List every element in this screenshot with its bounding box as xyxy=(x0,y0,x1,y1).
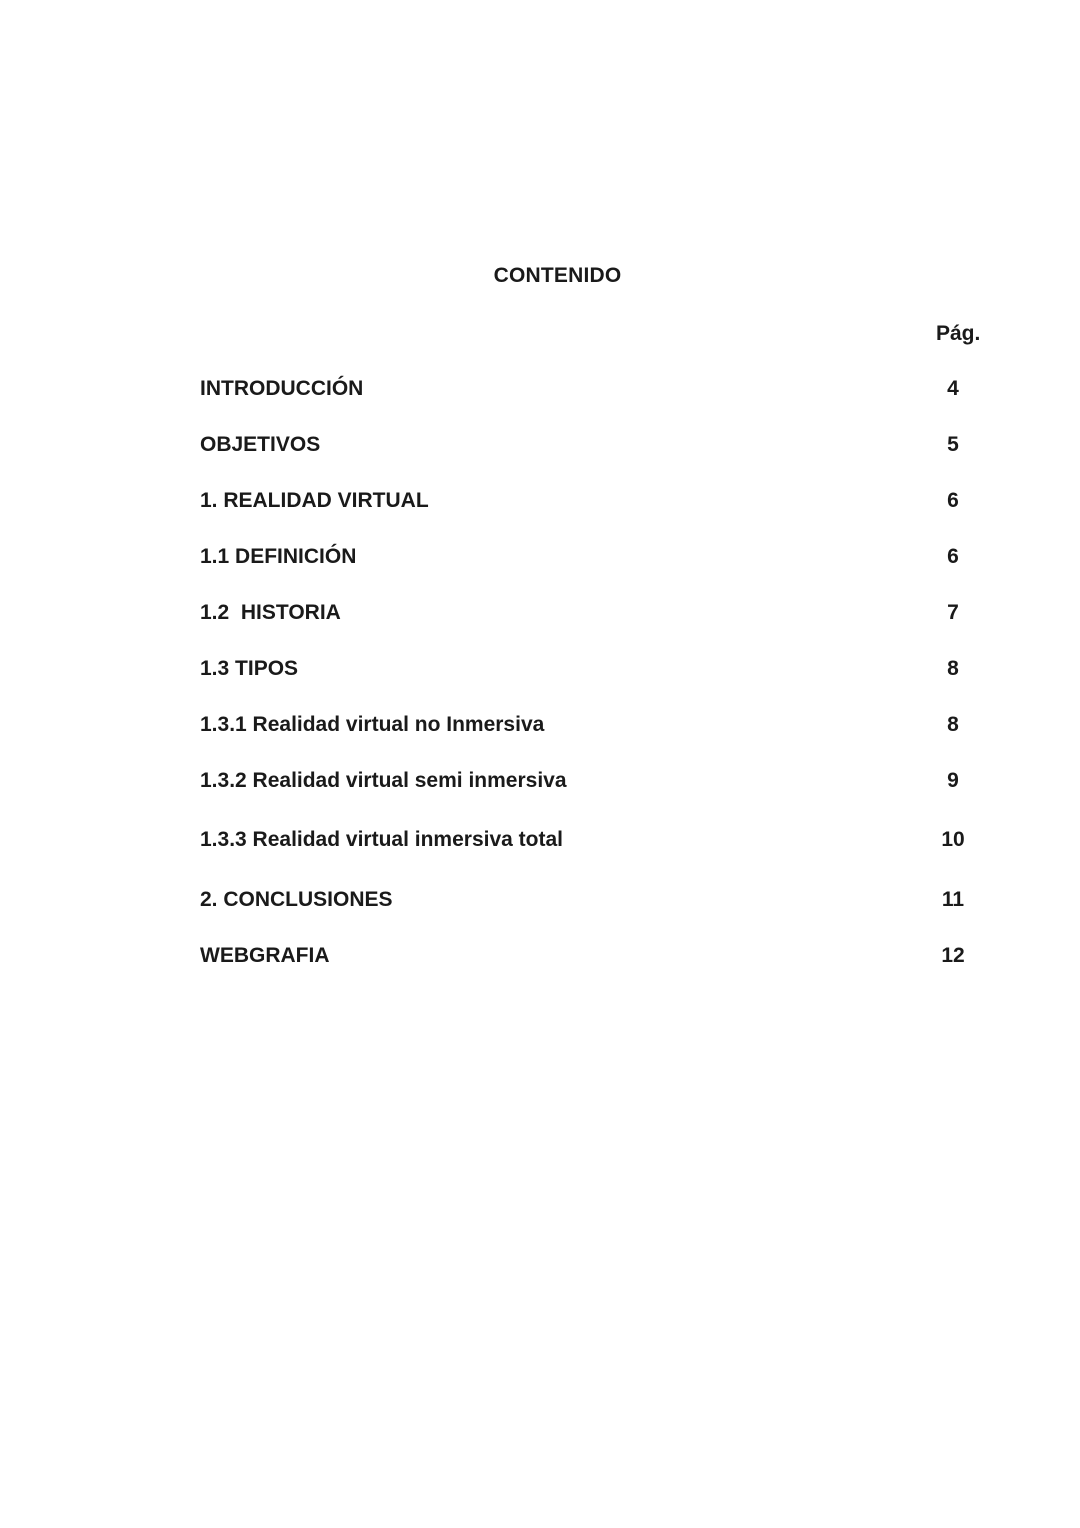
toc-entry-page: 5 xyxy=(947,433,959,456)
toc-entry-page: 8 xyxy=(947,713,959,736)
toc-entry-label: 1.1 DEFINICIÓN xyxy=(200,545,357,568)
toc-entry-page: 11 xyxy=(941,888,965,911)
toc-entry-definicion xyxy=(200,545,980,575)
toc-entry-historia xyxy=(200,601,980,631)
toc-entry-conclusiones xyxy=(200,888,980,918)
toc-entry-no-inmersiva xyxy=(200,713,980,743)
toc-entry-label: 1.3.2 Realidad virtual semi inmersiva xyxy=(200,769,567,792)
toc-entry-label: 1. REALIDAD VIRTUAL xyxy=(200,489,429,512)
toc-entry-label: INTRODUCCIÓN xyxy=(200,377,364,400)
page-column-header: Pág. xyxy=(936,322,981,345)
toc-entry-introduccion xyxy=(200,377,980,407)
toc-entry-label: 1.3 TIPOS xyxy=(200,657,299,680)
toc-entry-label: 1.3.1 Realidad virtual no Inmersiva xyxy=(200,713,545,736)
toc-entry-page: 7 xyxy=(947,601,959,624)
toc-entry-semi-inmersiva xyxy=(200,769,980,799)
toc-entry-page: 8 xyxy=(947,657,959,680)
toc-entry-page: 6 xyxy=(947,489,959,512)
toc-entry-page: 9 xyxy=(947,769,959,792)
toc-entry-tipos xyxy=(200,657,980,687)
toc-entry-page: 6 xyxy=(947,545,959,568)
toc-entry-page: 10 xyxy=(941,828,965,851)
toc-title: CONTENIDO xyxy=(493,264,622,287)
toc-entry-webgrafia xyxy=(200,944,980,974)
toc-entry-label: OBJETIVOS xyxy=(200,433,321,456)
toc-entry-label: WEBGRAFIA xyxy=(200,944,330,967)
toc-entry-label: 1.3.3 Realidad virtual inmersiva total xyxy=(200,828,563,851)
toc-entry-inmersiva-total xyxy=(200,828,980,858)
toc-entry-page: 12 xyxy=(941,944,965,967)
toc-entry-objetivos xyxy=(200,433,980,463)
toc-entry-realidad-virtual xyxy=(200,489,980,519)
toc-entry-label: 1.2 HISTORIA xyxy=(200,601,341,624)
toc-entry-label: 2. CONCLUSIONES xyxy=(200,888,393,911)
toc-entry-page: 4 xyxy=(947,377,959,400)
